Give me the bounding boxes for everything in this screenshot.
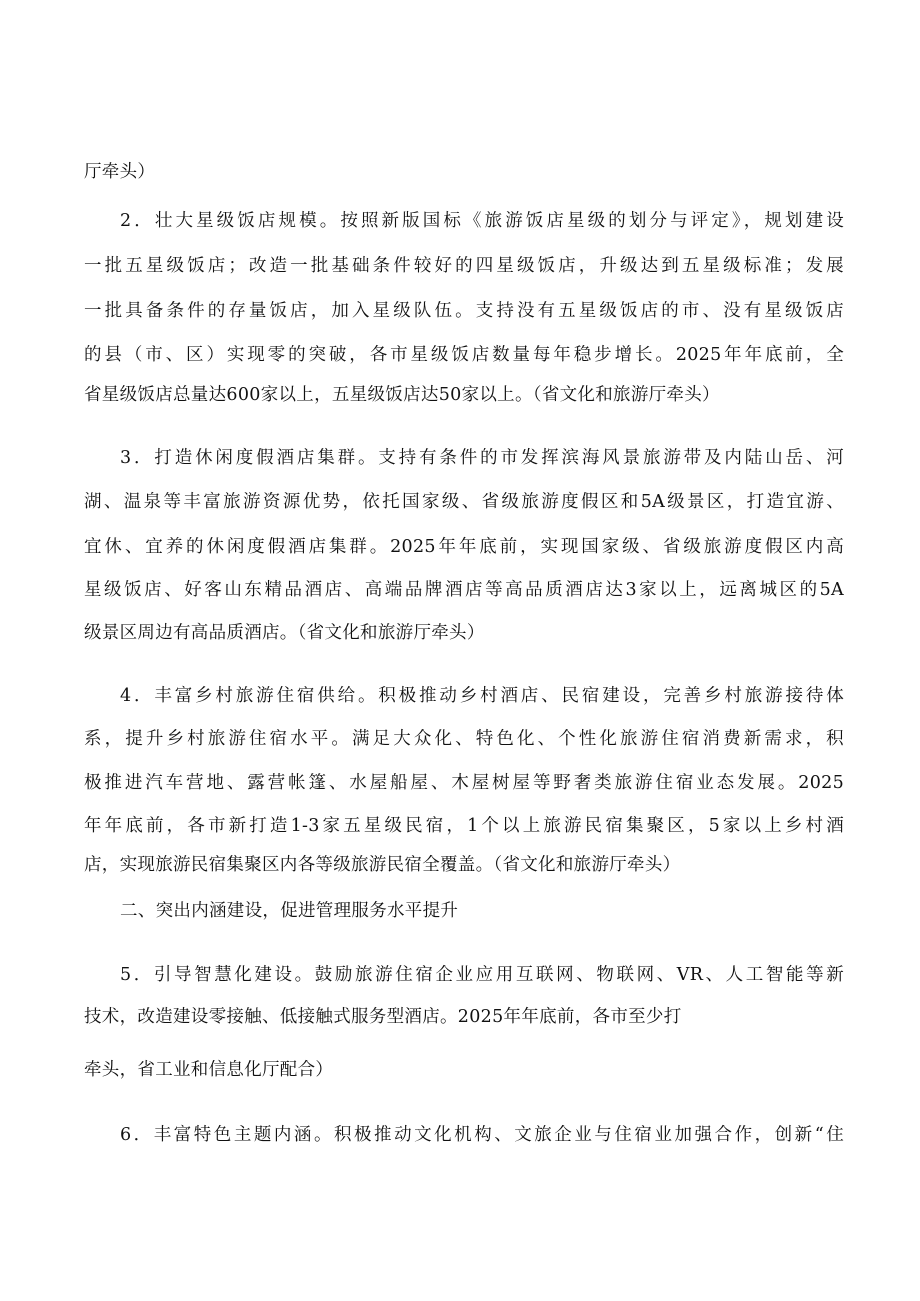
line-8: 湖、温泉等丰富旅游资源优势，依托国家级、省级旅游度假区和5A级景区，打造宜游、 bbox=[84, 492, 844, 512]
line-10: 星级饭店、好客山东精品酒店、高端品牌酒店等高品质酒店达3家以上，远离城区的5A bbox=[84, 580, 844, 600]
line-4: 一批具备条件的存量饭店，加入星级队伍。支持没有五星级饭店的市、没有星级饭店 bbox=[84, 301, 844, 321]
line-11: 级景区周边有高品质酒店。（省文化和旅游厅牵头） bbox=[84, 623, 485, 643]
line-5: 的县（市、区）实现零的突破，各市星级饭店数量每年稳步增长。2025年年底前，全 bbox=[84, 345, 844, 365]
section-heading: 二、突出内涵建设，促进管理服务水平提升 bbox=[120, 901, 459, 921]
line-15: 年年底前，各市新打造1-3家五星级民宿，1个以上旅游民宿集聚区，5家以上乡村酒 bbox=[84, 816, 844, 836]
line-12: 4．丰富乡村旅游住宿供给。积极推动乡村酒店、民宿建设，完善乡村旅游接待体 bbox=[120, 686, 844, 706]
line-14: 极推进汽车营地、露营帐篷、水屋船屋、木屋树屋等野奢类旅游住宿业态发展。2025 bbox=[84, 773, 844, 793]
line-18: 5．引导智慧化建设。鼓励旅游住宿企业应用互联网、物联网、VR、人工智能等新 bbox=[120, 965, 844, 985]
line-21: 6．丰富特色主题内涵。积极推动文化机构、文旅企业与住宿业加强合作，创新“住 bbox=[120, 1125, 844, 1145]
line-1: 厅牵头） bbox=[84, 162, 156, 182]
line-16: 店，实现旅游民宿集聚区内各等级旅游民宿全覆盖。（省文化和旅游厅牵头） bbox=[84, 855, 681, 875]
line-19: 技术，改造建设零接触、低接触式服务型酒店。2025年年底前，各市至少打 bbox=[84, 1007, 682, 1027]
line-7: 3．打造休闲度假酒店集群。支持有条件的市发挥滨海风景旅游带及内陆山岳、河 bbox=[120, 448, 844, 468]
line-9: 宜休、宜养的休闲度假酒店集群。2025年年底前，实现国家级、省级旅游度假区内高 bbox=[84, 537, 844, 557]
line-3: 一批五星级饭店；改造一批基础条件较好的四星级饭店，升级达到五星级标准；发展 bbox=[84, 256, 844, 276]
line-13: 系，提升乡村旅游住宿水平。满足大众化、特色化、个性化旅游住宿消费新需求，积 bbox=[84, 729, 844, 749]
line-6: 省星级饭店总量达600家以上，五星级饭店达50家以上。（省文化和旅游厅牵头） bbox=[84, 385, 720, 405]
line-20: 牵头，省工业和信息化厅配合） bbox=[84, 1060, 334, 1080]
line-2: 2．壮大星级饭店规模。按照新版国标《旅游饭店星级的划分与评定》，规划建设 bbox=[120, 211, 844, 231]
